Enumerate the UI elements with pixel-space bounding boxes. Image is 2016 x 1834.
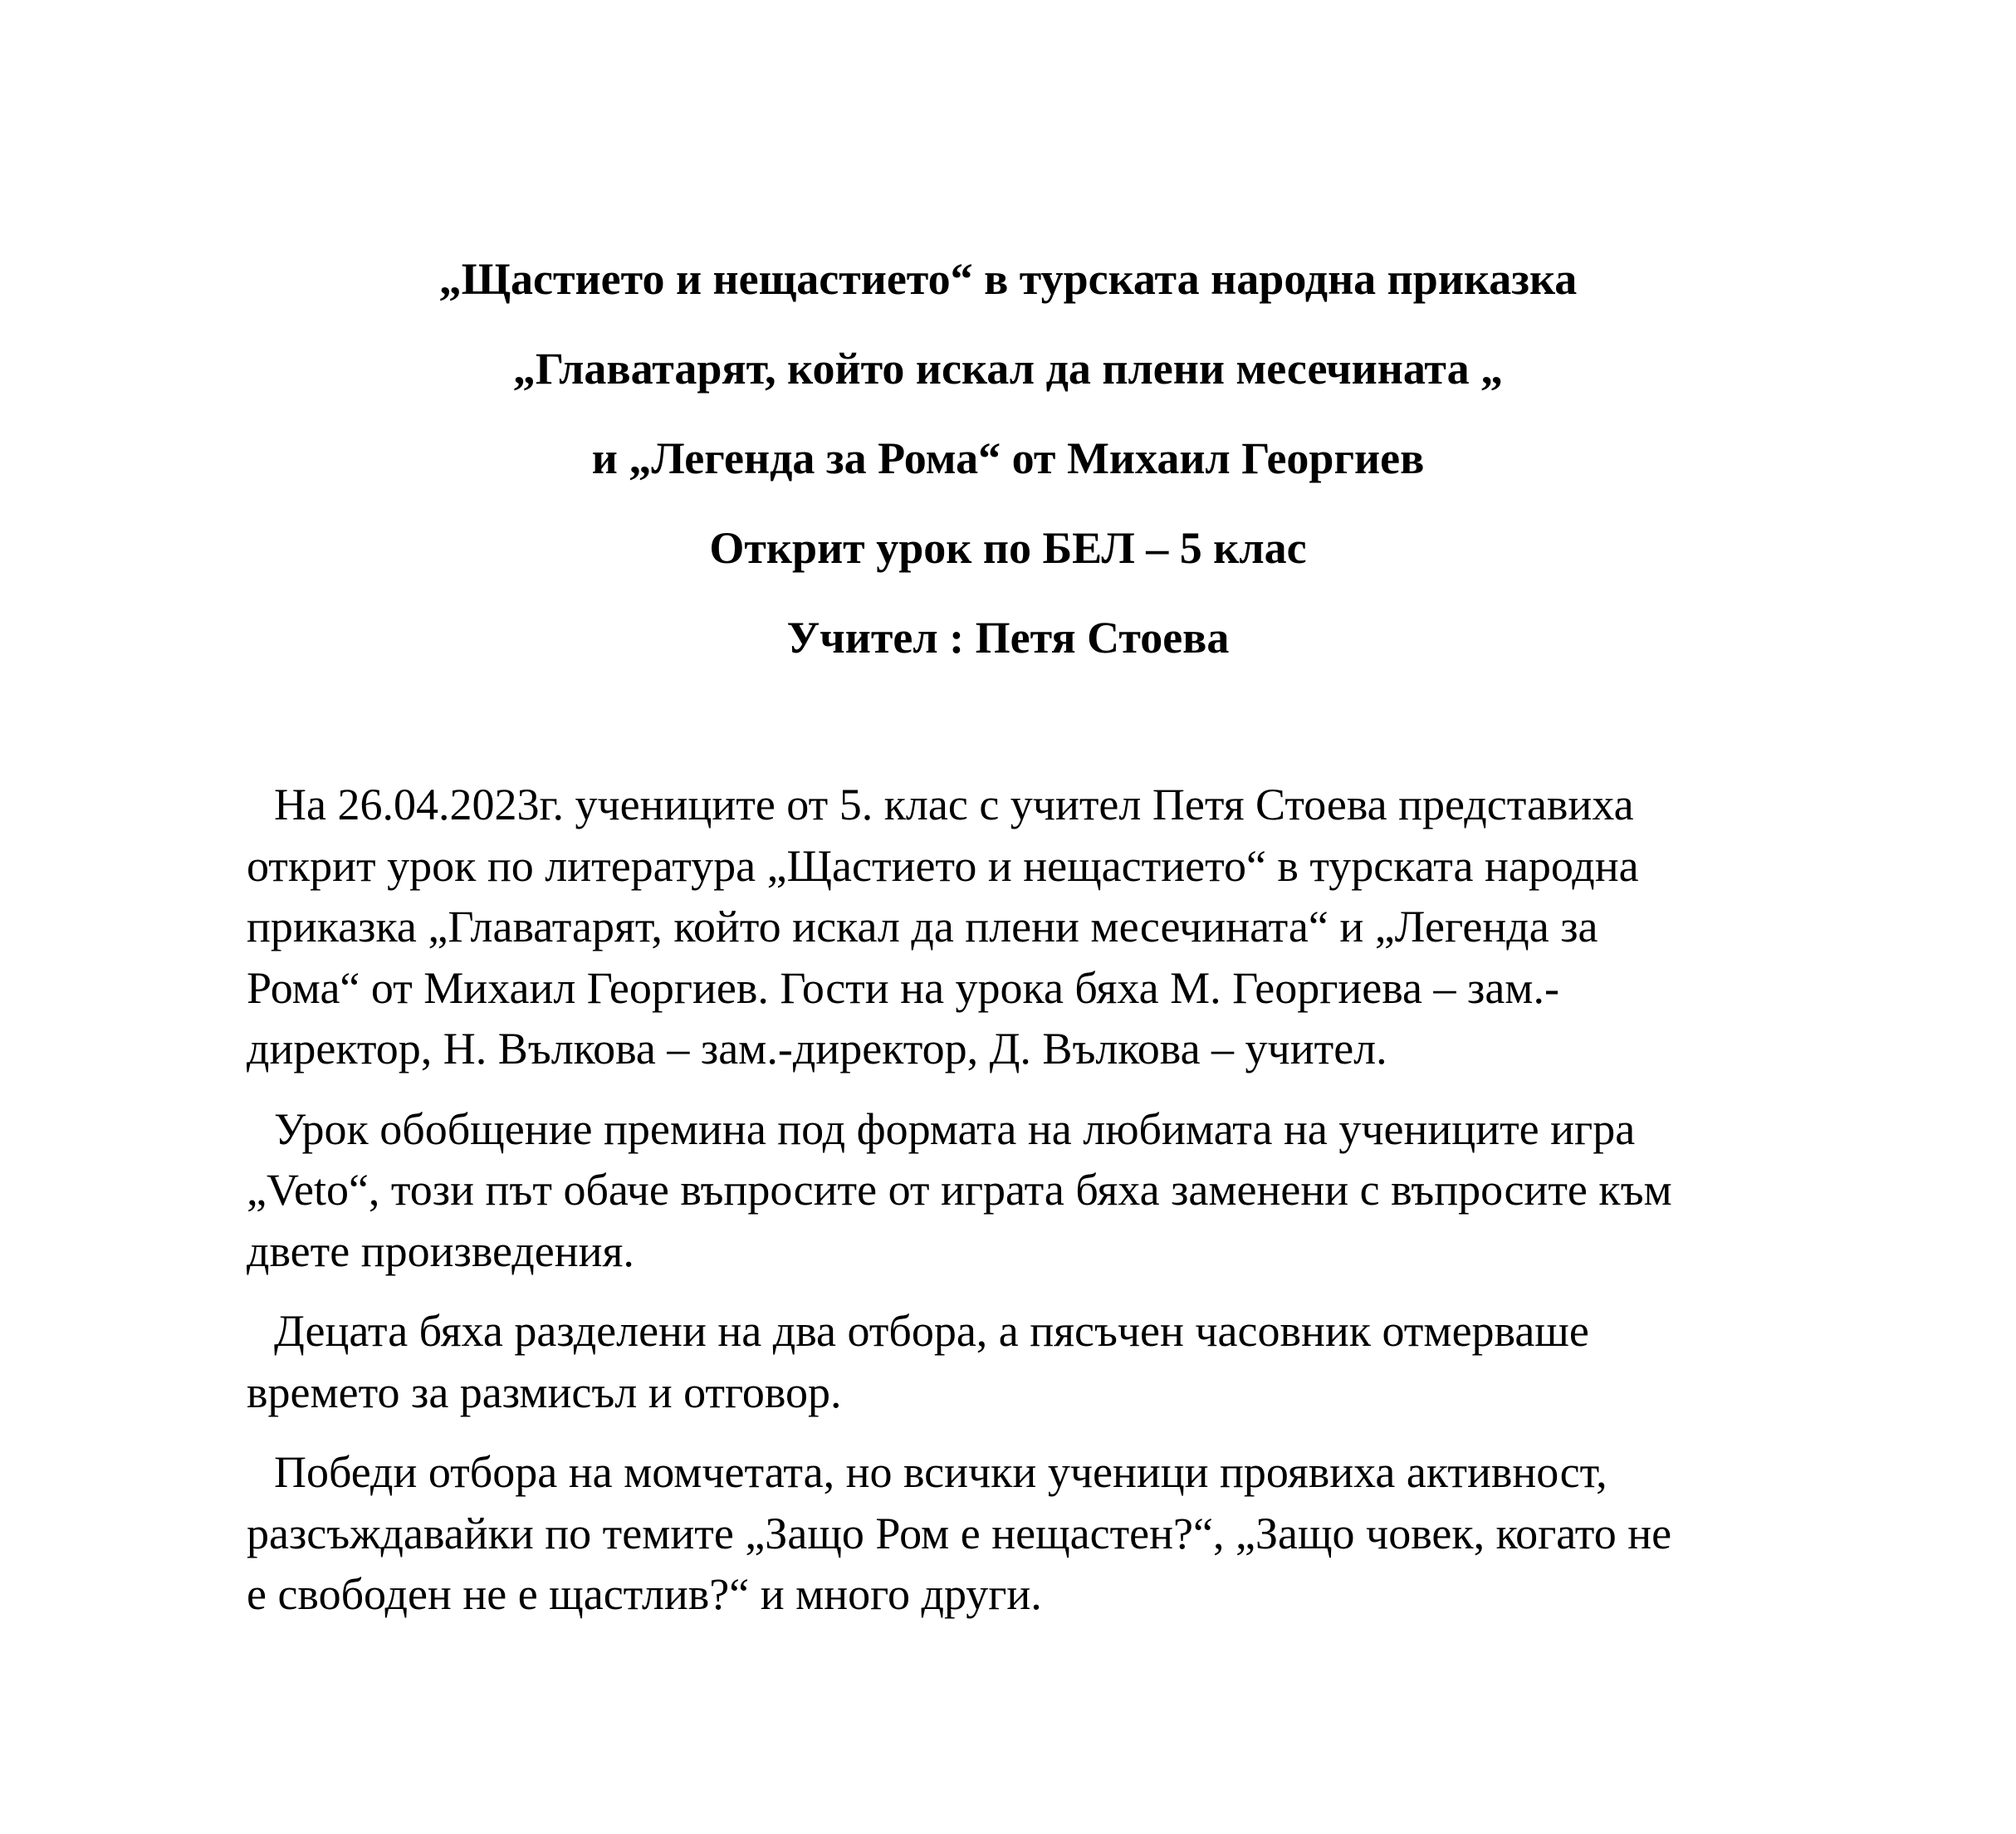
paragraph-line: времето за размисъл и отговор. [247,1367,842,1417]
paragraph-1 [247,775,1824,1080]
paragraph-line: „Veto“, този път обаче въпросите от играта бяха заменени с въпросите към [247,1165,1672,1215]
paragraph-line: Рома“ от Михаил Георгиев. Гости на урока бяха М. Георгиева – зам.- [247,962,1559,1013]
document-body [247,775,1824,1645]
paragraph-line: е свободен не е щастлив?“ и много други. [247,1569,1042,1619]
paragraph-line: На 26.04.2023г. учениците от 5. клас с учител Петя Стоева представиха [274,780,1634,829]
paragraph-line: открит урок по литература „Щастието и нещастието“ в турската народна [247,840,1639,891]
title-line-1: „Щастието и нещастието“ в турската народна приказка [438,254,1578,304]
document-title [0,234,2016,682]
paragraph-line: двете произведения. [247,1225,634,1276]
paragraph-line: приказка „Главатарят, който искал да плени месечината“ и „Легенда за [247,902,1598,951]
paragraph-line: Победи отбора на момчетата, но всички ученици проявиха активност, [274,1447,1607,1497]
paragraph-4 [247,1442,1824,1626]
paragraph-line: разсъждавайки по темите „Защо Ром е нещастен?“, „Защо човек, когато не [247,1508,1672,1558]
paragraph-2 [247,1099,1824,1283]
paragraph-line: директор, Н. Вълкова – зам.-директор, Д. Вълкова – учител. [247,1024,1387,1074]
paragraph-3 [247,1301,1824,1423]
title-line-3: и „Легенда за Рома“ от Михаил Георгиев [591,433,1425,483]
title-line-2: „Главатарят, който искал да плени месечината „ [512,344,1504,394]
lesson-subtitle: Открит урок по БЕЛ – 5 клас [709,523,1307,573]
teacher-name: Учител : Петя Стоева [786,613,1230,663]
paragraph-line: Урок обобщение премина под формата на любимата на учениците игра [274,1103,1636,1154]
paragraph-line: Децата бяха разделени на два отбора, а пясъчен часовник отмерваше [274,1306,1589,1356]
